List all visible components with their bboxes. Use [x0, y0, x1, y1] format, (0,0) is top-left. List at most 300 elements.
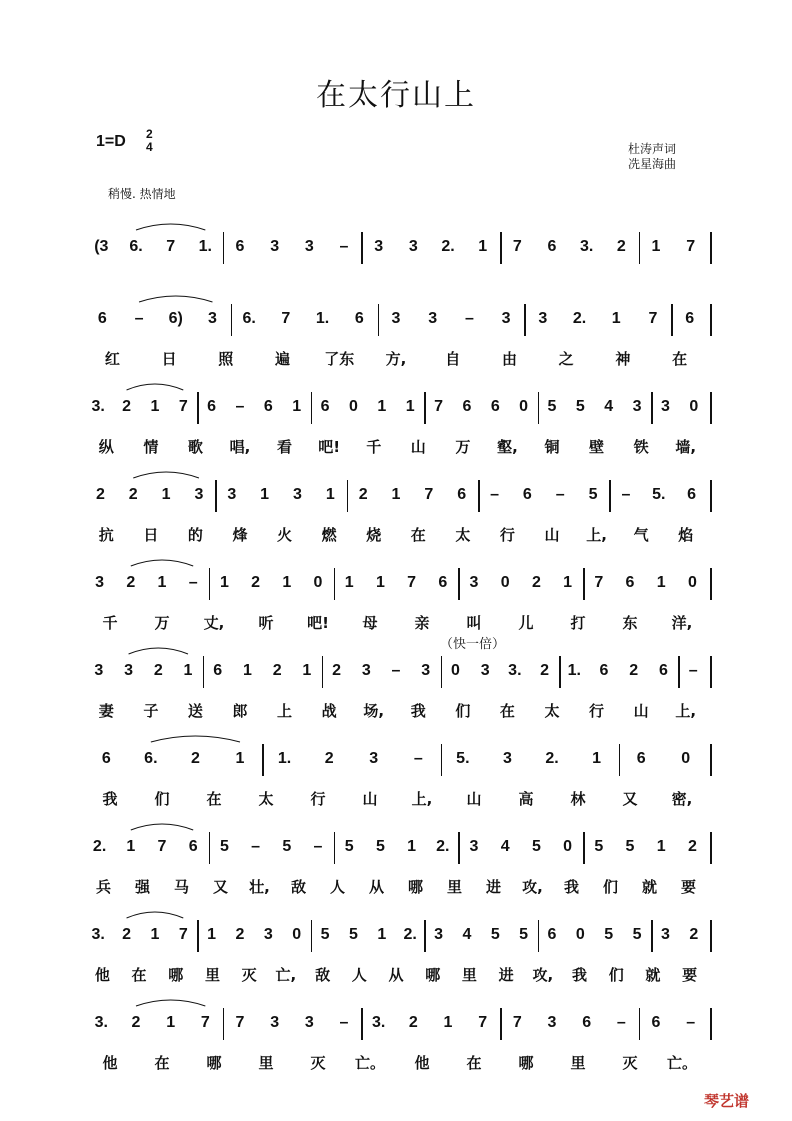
- lyric-syllable: 丈,: [203, 614, 225, 632]
- jianpu-note: 3: [469, 838, 479, 855]
- jianpu-note: 1: [443, 1014, 453, 1031]
- lyric-syllable: 灭: [310, 1054, 326, 1072]
- lyric-syllable: 攻,: [532, 966, 554, 984]
- jianpu-note: 1: [242, 662, 252, 679]
- lyric-syllable: 燃: [321, 526, 337, 544]
- jianpu-note: 0: [519, 398, 529, 415]
- jianpu-note: 3: [304, 1014, 314, 1031]
- jianpu-note: 0: [687, 574, 697, 591]
- jianpu-note: –: [251, 838, 261, 855]
- lyric-syllable: 我: [572, 966, 588, 984]
- jianpu-note: 2: [126, 574, 136, 591]
- jianpu-note: 1: [161, 486, 171, 503]
- jianpu-note: 5: [594, 838, 604, 855]
- jianpu-note: 6: [651, 1014, 661, 1031]
- jianpu-note: 1: [391, 486, 401, 503]
- jianpu-note: 0: [681, 750, 691, 767]
- jianpu-note: 2: [687, 838, 697, 855]
- lyric-syllable: 由: [501, 350, 517, 368]
- lyric-syllable: 焰: [678, 526, 694, 544]
- lyric-syllable: 千: [102, 614, 118, 632]
- lyric-syllable: 抗: [98, 526, 114, 544]
- lyric-syllable: 山: [633, 702, 649, 720]
- jianpu-note: 2: [128, 486, 138, 503]
- jianpu-note: 4: [604, 398, 614, 415]
- slur-arc: [136, 224, 205, 230]
- jianpu-note: 5: [547, 398, 557, 415]
- lyric-syllable: 纵: [98, 438, 114, 456]
- jianpu-note: 2.: [92, 838, 107, 855]
- jianpu-note: 7: [648, 310, 658, 327]
- lyric-syllable: 方,: [385, 350, 407, 368]
- lyric-syllable: 亡,: [275, 966, 297, 984]
- jianpu-note: 7: [281, 310, 291, 327]
- lyric-syllable: 们: [602, 878, 619, 896]
- jianpu-note: 6: [438, 574, 448, 591]
- jianpu-note: 2: [122, 926, 131, 943]
- jianpu-note: 3.: [371, 1014, 386, 1031]
- lyric-syllable: 我: [410, 702, 426, 720]
- jianpu-note: 2.: [545, 750, 559, 767]
- jianpu-note: 1: [183, 662, 193, 679]
- jianpu-note: 3: [95, 574, 105, 591]
- jianpu-note: –: [391, 662, 401, 679]
- jianpu-note: –: [413, 750, 423, 767]
- lyric-syllable: 人: [351, 966, 367, 984]
- jianpu-note: 6: [687, 486, 697, 503]
- lyric-syllable: 进: [498, 966, 514, 984]
- lyric-syllable: 灭: [622, 1054, 638, 1072]
- key-signature: 1=D: [96, 133, 126, 150]
- lyric-syllable: 叫: [466, 614, 482, 632]
- lyric-syllable: 林: [570, 790, 586, 808]
- jianpu-note: 2: [153, 662, 163, 679]
- tempo-marking: 稍慢. 热情地: [108, 187, 176, 201]
- jianpu-note: 6: [636, 750, 646, 767]
- lyric-syllable: 哪: [518, 1054, 534, 1072]
- jianpu-note: 3: [421, 662, 431, 679]
- lyricist-credit: 杜涛声词: [628, 142, 677, 156]
- jianpu-note: 3.: [508, 662, 522, 679]
- lyric-syllable: 儿: [518, 614, 534, 632]
- jianpu-note: 5: [490, 926, 500, 943]
- jianpu-note: 3.: [91, 398, 105, 415]
- jianpu-note: 1.: [198, 238, 212, 255]
- jianpu-note: 1: [407, 838, 417, 855]
- jianpu-note: 1: [260, 486, 270, 503]
- jianpu-note: (3: [94, 238, 109, 255]
- slur-arc: [139, 296, 212, 302]
- slur-arc: [129, 648, 188, 654]
- jianpu-note: 6.: [129, 238, 143, 255]
- jianpu-note: 5: [282, 838, 292, 855]
- lyric-syllable: 攻,: [522, 878, 543, 896]
- jianpu-note: 3: [501, 310, 511, 327]
- lyric-syllable: 我: [563, 878, 580, 896]
- jianpu-note: 4: [462, 926, 472, 943]
- lyric-syllable: 千: [366, 438, 382, 456]
- lyric-syllable: 敌: [315, 966, 331, 984]
- composer-credit: 冼星海曲: [628, 157, 677, 171]
- lyric-syllable: 马: [173, 878, 190, 896]
- jianpu-note: 3: [304, 238, 314, 255]
- jianpu-note: 3: [124, 662, 134, 679]
- lyric-syllable: 哪: [425, 966, 441, 984]
- jianpu-note: 6.: [144, 750, 158, 767]
- jianpu-note: 7: [178, 926, 188, 943]
- lyric-syllable: 送: [187, 702, 203, 720]
- jianpu-note: 7: [178, 398, 188, 415]
- slur-arc: [127, 384, 184, 390]
- lyric-syllable: 我: [102, 790, 118, 808]
- jianpu-note: 0: [575, 926, 585, 943]
- lyric-syllable: 要: [680, 878, 697, 896]
- lyric-syllable: 日: [161, 350, 177, 368]
- slur-arc: [133, 472, 199, 478]
- jianpu-note: 5.: [652, 486, 666, 503]
- jianpu-note: 5: [349, 926, 358, 943]
- jianpu-note: 7: [157, 838, 167, 855]
- jianpu-note: 2: [235, 926, 245, 943]
- lyric-syllable: 上,: [411, 790, 433, 808]
- lyric-syllable: 里: [204, 966, 220, 984]
- lyric-syllable: 日: [143, 526, 159, 544]
- lyric-syllable: 山: [544, 526, 560, 544]
- jianpu-note: 2: [689, 926, 699, 943]
- lyric-syllable: 神: [615, 350, 631, 368]
- lyric-syllable: 他: [94, 966, 110, 984]
- lyric-syllable: 情: [143, 438, 159, 456]
- lyric-syllable: 子: [143, 702, 159, 720]
- jianpu-note: –: [235, 398, 245, 415]
- jianpu-note: 6): [168, 310, 183, 327]
- lyric-syllable: 了东: [324, 350, 355, 368]
- lyric-syllable: 场,: [363, 702, 385, 720]
- jianpu-note: 3: [194, 486, 204, 503]
- jianpu-note: 0: [689, 398, 699, 415]
- jianpu-note: 6: [547, 926, 557, 943]
- jianpu-note: 2.: [403, 926, 417, 943]
- lyric-syllable: 行: [589, 702, 605, 720]
- jianpu-note: 1: [656, 838, 666, 855]
- jianpu-note: 2: [272, 662, 282, 679]
- jianpu-note: 3: [270, 238, 280, 255]
- lyric-syllable: 行: [310, 790, 326, 808]
- lyric-syllable: 墙,: [675, 438, 697, 456]
- jianpu-note: 3.: [91, 926, 105, 943]
- jianpu-note: 2: [531, 574, 541, 591]
- jianpu-note: 2: [358, 486, 368, 503]
- jianpu-note: 1: [219, 574, 229, 591]
- jianpu-note: –: [688, 662, 698, 679]
- lyric-syllable: 里: [258, 1054, 274, 1072]
- jianpu-note: 7: [407, 574, 417, 591]
- meter-top: 2: [146, 127, 153, 141]
- jianpu-note: 5: [375, 838, 385, 855]
- lyric-syllable: 听: [258, 614, 274, 632]
- jianpu-note: 2.: [572, 310, 587, 327]
- jianpu-note: 1.: [567, 662, 581, 679]
- lyric-syllable: 在: [131, 966, 147, 984]
- jianpu-note: 7: [166, 238, 176, 255]
- jianpu-note: 3: [208, 310, 217, 327]
- jianpu-note: –: [464, 310, 474, 327]
- lyric-syllable: 吧!: [307, 614, 329, 632]
- jianpu-note: 0: [450, 662, 460, 679]
- lyric-syllable: 洋,: [671, 614, 693, 632]
- jianpu-note: 1: [563, 574, 573, 591]
- lyric-syllable: 里: [570, 1054, 586, 1072]
- jianpu-note: 3: [547, 1014, 557, 1031]
- jianpu-note: 5: [632, 926, 642, 943]
- jianpu-note: 7: [434, 398, 443, 415]
- jianpu-note: 3: [227, 486, 237, 503]
- jianpu-note: –: [616, 1014, 626, 1031]
- lyric-syllable: 烽: [232, 526, 248, 544]
- jianpu-note: 0: [292, 926, 302, 943]
- jianpu-note: –: [621, 486, 631, 503]
- jianpu-note: 4: [500, 838, 510, 855]
- tempo-change-note: （快一倍）: [440, 637, 506, 652]
- jianpu-note: 2: [131, 1014, 141, 1031]
- song-title: 在太行山上: [316, 78, 476, 113]
- lyric-syllable: 人: [329, 878, 346, 896]
- jianpu-note: –: [313, 838, 323, 855]
- jianpu-note: 6: [599, 662, 609, 679]
- lyric-syllable: 妻: [98, 702, 114, 720]
- jianpu-note: 1: [344, 574, 354, 591]
- jianpu-note: 5: [320, 926, 330, 943]
- jianpu-note: 1: [235, 750, 245, 767]
- lyric-syllable: 战: [321, 702, 337, 720]
- lyric-syllable: 烧: [366, 526, 382, 544]
- jianpu-note: 3: [661, 398, 670, 415]
- lyric-syllable: 在: [154, 1054, 170, 1072]
- jianpu-note: 2.: [441, 238, 455, 255]
- jianpu-note: 6.: [242, 310, 256, 327]
- jianpu-note: 3: [632, 398, 642, 415]
- lyric-syllable: 母: [362, 614, 378, 632]
- lyric-syllable: 里: [446, 878, 463, 896]
- jianpu-note: 6: [101, 750, 111, 767]
- jianpu-note: 5.: [456, 750, 470, 767]
- jianpu-note: 3: [391, 310, 401, 327]
- lyric-syllable: 气: [633, 526, 649, 544]
- jianpu-note: 7: [424, 486, 434, 503]
- jianpu-note: 3: [374, 238, 384, 255]
- jianpu-note: 3: [502, 750, 512, 767]
- lyric-syllable: 就: [645, 966, 661, 984]
- lyric-syllable: 火: [277, 526, 293, 544]
- jianpu-note: 3: [480, 662, 490, 679]
- jianpu-note: 1: [157, 574, 167, 591]
- lyric-syllable: 从: [368, 878, 385, 896]
- lyric-syllable: 东: [622, 614, 638, 632]
- lyric-syllable: 铜: [544, 438, 560, 456]
- jianpu-note: 1: [377, 926, 387, 943]
- lyric-syllable: 太: [455, 526, 471, 544]
- jianpu-note: 5: [219, 838, 229, 855]
- lyric-syllable: 上,: [675, 702, 697, 720]
- jianpu-note: 6: [625, 574, 635, 591]
- lyric-syllable: 们: [455, 702, 471, 720]
- jianpu-note: 2: [629, 662, 639, 679]
- jianpu-note: –: [134, 310, 144, 327]
- jianpu-note: 1.: [315, 310, 330, 327]
- jianpu-note: 5: [604, 926, 614, 943]
- lyric-syllable: 又: [622, 790, 638, 808]
- lyric-syllable: 之: [558, 350, 574, 368]
- jianpu-note: –: [188, 574, 198, 591]
- lyric-syllable: 敌: [290, 878, 307, 896]
- slur-arc: [131, 824, 193, 830]
- lyric-syllable: 自: [445, 350, 461, 368]
- lyric-syllable: 哪: [407, 878, 424, 896]
- lyric-syllable: 上: [277, 702, 293, 720]
- jianpu-note: 0: [349, 398, 358, 415]
- jianpu-note: 7: [512, 238, 522, 255]
- jianpu-note: 1: [292, 398, 302, 415]
- lyric-syllable: 里: [461, 966, 477, 984]
- jianpu-note: 3: [94, 662, 104, 679]
- jianpu-note: –: [686, 1014, 696, 1031]
- lyric-syllable: 红: [104, 350, 120, 368]
- jianpu-note: –: [555, 486, 565, 503]
- jianpu-note: 6: [320, 398, 330, 415]
- jianpu-note: 6: [263, 398, 273, 415]
- lyric-syllable: 亲: [414, 614, 430, 632]
- lyric-syllable: 哪: [168, 966, 184, 984]
- lyric-syllable: 哪: [206, 1054, 222, 1072]
- lyric-syllable: 们: [154, 790, 170, 808]
- lyric-syllable: 在: [410, 526, 426, 544]
- slur-arc: [136, 1000, 205, 1006]
- lyric-syllable: 在: [672, 350, 688, 368]
- jianpu-note: 3: [369, 750, 379, 767]
- lyric-syllable: 从: [388, 966, 404, 984]
- lyric-syllable: 唱,: [229, 438, 251, 456]
- jianpu-note: 3: [661, 926, 670, 943]
- brand-logo: 琴艺谱: [704, 1092, 750, 1110]
- jianpu-note: 6: [188, 838, 198, 855]
- jianpu-note: 2: [540, 662, 550, 679]
- lyric-syllable: 就: [641, 878, 658, 896]
- jianpu-note: 3: [263, 926, 273, 943]
- lyric-syllable: 壮,: [249, 878, 270, 896]
- jianpu-note: 2: [251, 574, 261, 591]
- jianpu-note: 6: [354, 310, 364, 327]
- jianpu-note: 1: [405, 398, 415, 415]
- jianpu-note: 6: [457, 486, 467, 503]
- jianpu-note: 3.: [579, 238, 594, 255]
- jianpu-note: 5: [588, 486, 598, 503]
- jianpu-note: 5: [575, 398, 585, 415]
- jianpu-note: 5: [344, 838, 354, 855]
- lyric-syllable: 照: [218, 350, 234, 368]
- jianpu-note: 6: [658, 662, 668, 679]
- jianpu-note: 7: [594, 574, 604, 591]
- jianpu-note: 3: [469, 574, 479, 591]
- jianpu-note: –: [339, 238, 349, 255]
- lyric-syllable: 在: [206, 790, 222, 808]
- lyric-syllable: 在: [466, 1054, 482, 1072]
- jianpu-note: –: [490, 486, 499, 503]
- jianpu-note: 1: [325, 486, 335, 503]
- jianpu-note: 3: [434, 926, 443, 943]
- slur-arc: [151, 736, 240, 742]
- jianpu-note: 7: [512, 1014, 522, 1031]
- slur-arc: [131, 560, 193, 566]
- lyric-syllable: 强: [134, 878, 151, 896]
- jianpu-note: 1: [150, 398, 160, 415]
- lyric-syllable: 在: [499, 702, 515, 720]
- lyric-syllable: 太: [544, 702, 560, 720]
- jianpu-note: 1: [611, 310, 621, 327]
- lyric-syllable: 灭: [241, 966, 257, 984]
- lyric-syllable: 上,: [586, 526, 607, 544]
- jianpu-note: 1: [375, 574, 385, 591]
- lyric-syllable: 太: [258, 790, 274, 808]
- meter-bottom: 4: [146, 140, 153, 154]
- lyric-syllable: 壁: [589, 438, 605, 456]
- lyric-syllable: 进: [485, 878, 502, 896]
- slur-arc: [127, 912, 184, 918]
- jianpu-note: 0: [563, 838, 573, 855]
- jianpu-note: 1: [592, 750, 602, 767]
- jianpu-note: 5: [531, 838, 541, 855]
- lyric-syllable: 看: [277, 438, 293, 456]
- lyric-syllable: 郎: [232, 702, 248, 720]
- lyric-syllable: 亡。: [666, 1054, 698, 1072]
- jianpu-note: 7: [478, 1014, 488, 1031]
- jianpu-note: 2: [122, 398, 131, 415]
- jianpu-note: 0: [313, 574, 323, 591]
- lyric-syllable: 又: [212, 878, 229, 896]
- jianpu-note: 2: [190, 750, 200, 767]
- jianpu-note: 6: [213, 662, 223, 679]
- jianpu-note: 3: [270, 1014, 280, 1031]
- jianpu-note: 1: [207, 926, 217, 943]
- jianpu-note: 3.: [94, 1014, 108, 1031]
- jianpu-note: 5: [519, 926, 529, 943]
- lyric-syllable: 他: [414, 1054, 430, 1072]
- jianpu-note: 6: [547, 238, 557, 255]
- jianpu-note: 3: [361, 662, 371, 679]
- jianpu-note: 7: [235, 1014, 245, 1031]
- jianpu-note: 3: [408, 238, 418, 255]
- lyric-syllable: 壑,: [497, 438, 518, 456]
- jianpu-note: 1.: [277, 750, 292, 767]
- lyric-syllable: 要: [682, 966, 698, 984]
- jianpu-note: 1: [478, 238, 488, 255]
- jianpu-note: 2: [324, 750, 334, 767]
- jianpu-note: 1: [126, 838, 136, 855]
- jianpu-note: 2: [616, 238, 626, 255]
- jianpu-note: 5: [625, 838, 635, 855]
- jianpu-note: 0: [500, 574, 510, 591]
- jianpu-note: 1: [656, 574, 666, 591]
- jianpu-note: 7: [200, 1014, 210, 1031]
- lyric-syllable: 们: [608, 966, 624, 984]
- jianpu-note: 2.: [436, 838, 450, 855]
- jianpu-note: 6: [522, 486, 532, 503]
- lyric-syllable: 行: [499, 526, 515, 544]
- jianpu-note: 6: [685, 310, 695, 327]
- lyric-syllable: 铁: [633, 438, 649, 456]
- jianpu-note: 7: [686, 238, 696, 255]
- lyric-syllable: 歌: [187, 438, 203, 456]
- lyric-syllable: 万: [455, 438, 471, 456]
